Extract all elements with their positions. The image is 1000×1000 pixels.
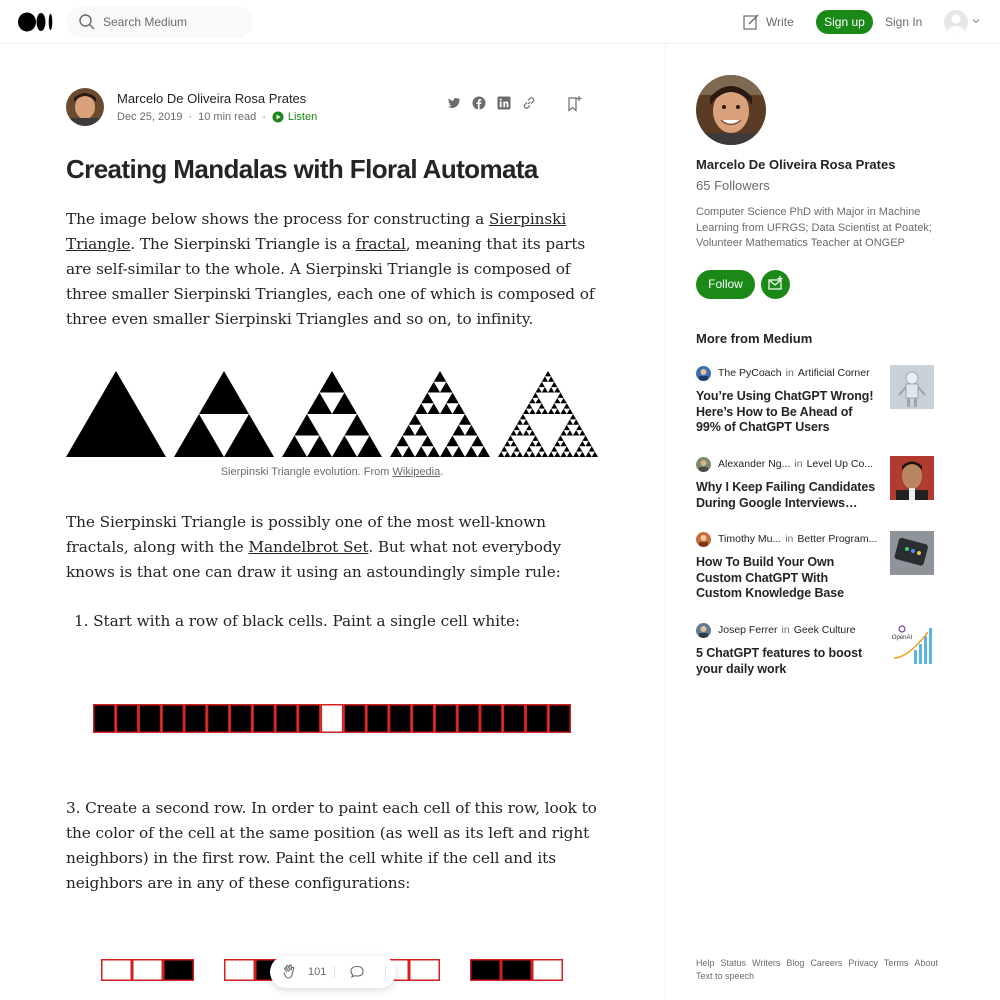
footer-link-writers[interactable]: Writers xyxy=(752,958,781,968)
sidebar-author-name[interactable]: Marcelo De Oliveira Rosa Prates xyxy=(696,157,896,172)
cell-black xyxy=(162,705,183,733)
sierpinski-triangle xyxy=(567,452,573,457)
clap-separator xyxy=(334,966,335,978)
config-cell-white xyxy=(225,960,255,981)
sierpinski-triangle xyxy=(545,371,551,376)
rec-meta xyxy=(696,456,873,472)
user-avatar[interactable] xyxy=(944,10,968,34)
config-cell-black xyxy=(164,960,194,981)
play-icon xyxy=(272,111,284,123)
cell-black xyxy=(344,705,365,733)
sierpinski-triangle xyxy=(523,430,529,435)
sierpinski-triangle xyxy=(529,452,535,457)
sierpinski-triangle xyxy=(561,441,567,446)
cell-black xyxy=(185,705,206,733)
sierpinski-triangle xyxy=(446,436,459,447)
sierpinski-triangle xyxy=(511,452,517,457)
cell-black xyxy=(549,705,570,733)
signup-button[interactable]: Sign up xyxy=(816,10,873,34)
cell-black xyxy=(299,705,320,733)
sierpinski-triangle xyxy=(554,398,560,403)
sierpinski-triangle xyxy=(551,382,557,387)
rec-author-avatar[interactable] xyxy=(696,366,711,381)
footer-link-text-to-speech[interactable]: Text to speech xyxy=(696,970,755,981)
sierpinski-triangle xyxy=(523,419,529,424)
clap-count: 101 xyxy=(308,966,327,978)
sierpinski-triangle xyxy=(536,452,542,457)
cell-black xyxy=(230,705,251,733)
sierpinski-triangle xyxy=(174,414,224,457)
sierpinski-triangle xyxy=(532,393,538,398)
rec-thumbnail[interactable] xyxy=(890,456,934,500)
sierpinski-triangle xyxy=(542,387,548,392)
more-from-medium-heading: More from Medium xyxy=(696,331,813,346)
sierpinski-triangle xyxy=(536,409,542,414)
sierpinski-triangle xyxy=(573,452,579,457)
facebook-icon[interactable] xyxy=(472,96,486,110)
meta-separator: · xyxy=(262,111,266,123)
read-time: 10 min read xyxy=(198,111,257,123)
cell-white xyxy=(321,705,342,733)
cell-black xyxy=(526,705,547,733)
sierpinski-triangle xyxy=(415,446,428,457)
rec-author[interactable]: Josep Ferrer xyxy=(718,624,778,636)
sierpinski-triangle xyxy=(561,409,567,414)
caption-text: . xyxy=(440,466,444,478)
sierpinski-triangle xyxy=(539,446,545,451)
sierpinski-triangle xyxy=(498,452,504,457)
recommended-article[interactable] xyxy=(696,456,934,516)
fractal-link[interactable]: fractal xyxy=(355,235,406,253)
rec-meta xyxy=(696,365,870,381)
config-cell-white xyxy=(410,960,440,981)
sierpinski-triangle xyxy=(307,393,332,415)
rec-author-avatar[interactable] xyxy=(696,623,711,638)
paragraph-intro xyxy=(66,207,606,332)
caption-text: Sierpinski Triangle evolution. From xyxy=(220,466,393,478)
paragraph-text: . But what not everybody knows is that one can draw it using an astoundingly simple rule: xyxy=(66,538,562,581)
sierpinski-triangle xyxy=(224,414,274,457)
config-cell-white xyxy=(133,960,163,981)
sierpinski-triangle xyxy=(409,414,422,425)
footer-link-blog[interactable]: Blog xyxy=(786,958,805,968)
sierpinski-triangle xyxy=(582,436,588,441)
sierpinski-triangle xyxy=(66,371,166,457)
sierpinski-triangle xyxy=(390,446,403,457)
sierpinski-triangle xyxy=(511,430,517,435)
sierpinski-triangle xyxy=(529,441,535,446)
sierpinski-triangle xyxy=(542,376,548,381)
sierpinski-triangle xyxy=(332,436,357,458)
sierpinski-triangle xyxy=(415,403,428,414)
paragraph-rule xyxy=(66,510,606,585)
mandelbrot-link[interactable]: Mandelbrot Set xyxy=(248,538,369,556)
sierpinski-triangle xyxy=(551,446,557,451)
sierpinski-triangle xyxy=(511,441,517,446)
sierpinski-triangle xyxy=(573,419,579,424)
sierpinski-triangle xyxy=(542,409,548,414)
config-cell-white xyxy=(533,960,563,981)
initial-cell-row xyxy=(93,704,571,733)
sierpinski-triangle xyxy=(586,452,592,457)
article-meta xyxy=(117,111,317,123)
step-1: 1. Start with a row of black cells. Paint a single cell white: xyxy=(74,612,520,630)
publish-date: Dec 25, 2019 xyxy=(117,111,183,123)
twitter-icon[interactable] xyxy=(447,96,461,110)
user-silhouette-icon xyxy=(944,10,968,34)
cell-black xyxy=(481,705,502,733)
sierpinski-triangle xyxy=(428,446,441,457)
sierpinski-triangle xyxy=(539,382,545,387)
copy-link-icon[interactable] xyxy=(522,96,536,110)
rec-title[interactable]: 5 ChatGPT features to boost your daily work xyxy=(696,646,863,676)
sierpinski-triangle xyxy=(478,446,491,457)
article-title: Creating Mandalas with Floral Automata xyxy=(66,154,538,184)
sierpinski-triangle xyxy=(529,430,535,435)
sierpinski-triangle xyxy=(579,441,585,446)
config-cell-black xyxy=(502,960,532,981)
author-photo xyxy=(66,88,104,126)
sierpinski-triangle xyxy=(532,436,538,441)
sierpinski-triangle xyxy=(579,452,585,457)
sierpinski-triangle xyxy=(357,436,382,458)
config-cell-white xyxy=(102,960,132,981)
footer-link-terms[interactable]: Terms xyxy=(883,958,909,968)
sierpinski-triangle xyxy=(332,393,357,415)
sierpinski-triangle xyxy=(564,446,570,451)
sierpinski-triangle xyxy=(557,436,563,441)
sierpinski-triangle xyxy=(592,452,598,457)
clap-bar xyxy=(270,956,396,988)
sidebar-author-avatar[interactable] xyxy=(696,75,766,145)
sierpinski-triangle xyxy=(554,387,560,392)
cell-black xyxy=(435,705,456,733)
mail-plus-icon xyxy=(761,270,790,299)
signin-link[interactable]: Sign In xyxy=(885,15,923,29)
sierpinski-triangle xyxy=(589,446,595,451)
rec-publication[interactable]: Better Program... xyxy=(797,533,878,545)
sierpinski-triangle xyxy=(570,414,576,419)
sierpinski-triangle xyxy=(403,446,416,457)
rec-thumbnail[interactable] xyxy=(890,531,934,575)
sierpinski-triangle xyxy=(428,382,441,393)
sierpinski-triangle xyxy=(539,403,545,408)
sierpinski-triangle xyxy=(504,452,510,457)
paragraph-text: , meaning that its parts are self-similar to the whole. A Sierpinski Triangle is composed of three smaller Sierpinski Triangles, each one of which is composed of three even smaller Sierpinski Triangles and so on, to infinity. xyxy=(66,235,595,328)
sierpinski-triangle xyxy=(345,414,370,436)
sierpinski-triangle xyxy=(548,452,554,457)
sierpinski-triangle xyxy=(557,393,563,398)
sierpinski-triangle xyxy=(529,398,535,403)
author-row xyxy=(66,88,586,128)
share-icons xyxy=(447,96,536,110)
sierpinski-triangle xyxy=(459,414,472,425)
sierpinski-triangle xyxy=(465,446,478,457)
sierpinski-triangle xyxy=(567,419,573,424)
config-pattern xyxy=(101,959,194,981)
sierpinski-triangle xyxy=(434,371,447,382)
sidebar-divider xyxy=(665,44,666,1000)
recommended-article[interactable] xyxy=(696,622,934,682)
wikipedia-link[interactable]: Wikipedia xyxy=(392,466,441,478)
step-3: 3. Create a second row. In order to paint each cell of this row, look to the color of the cell at the same position (as well as its left and right neighbors) in the first row. Paint the cell white if the cell and its neighbors are in any of these configurations: xyxy=(66,799,597,892)
sierpinski-triangle xyxy=(529,409,535,414)
sierpinski-triangle xyxy=(517,452,523,457)
sierpinski-triangle xyxy=(440,403,453,414)
cell-black xyxy=(276,705,297,733)
sierpinski-triangle xyxy=(523,409,529,414)
cell-black xyxy=(458,705,479,733)
paragraph-text: . The Sierpinski Triangle is a xyxy=(130,235,356,253)
sierpinski-triangle xyxy=(446,393,459,404)
sierpinski-triangle xyxy=(320,371,345,393)
bookmark-icon[interactable] xyxy=(566,95,582,113)
cell-black xyxy=(503,705,524,733)
rec-in-label: in xyxy=(781,624,790,636)
author-bio: Computer Science PhD with Major in Machine Learning from UFRGS; Data Scientist at Poatek; Volunteer Mathematics Teacher at ONGEP xyxy=(696,206,932,249)
sierpinski-triangle xyxy=(453,403,466,414)
rec-thumbnail[interactable] xyxy=(890,365,934,409)
recommended-article[interactable] xyxy=(696,531,934,611)
sierpinski-triangle xyxy=(282,436,307,458)
sierpinski-triangle xyxy=(579,430,585,435)
sierpinski-triangle xyxy=(428,403,441,414)
sierpinski-triangle xyxy=(536,441,542,446)
config-pattern xyxy=(470,959,563,981)
sierpinski-triangle xyxy=(536,387,542,392)
sierpinski-triangle xyxy=(471,436,484,447)
sierpinski-triangle xyxy=(465,425,478,436)
figure-caption xyxy=(66,466,598,478)
rec-author-avatar[interactable] xyxy=(696,532,711,547)
sierpinski-triangle xyxy=(520,414,526,419)
sierpinski-triangle xyxy=(504,441,510,446)
sierpinski-triangle xyxy=(453,446,466,457)
sierpinski-triangle xyxy=(554,452,560,457)
sidebar-footer xyxy=(696,957,936,982)
sierpinski-triangle xyxy=(561,430,567,435)
rec-title[interactable]: Why I Keep Failing Candidates During Google Interviews… xyxy=(696,480,876,510)
author-avatar[interactable] xyxy=(66,88,104,126)
rec-in-label: in xyxy=(794,458,803,470)
rec-meta xyxy=(696,622,856,638)
sierpinski-figure xyxy=(66,370,598,458)
rec-title[interactable]: How To Build Your Own Custom ChatGPT With Custom Knowledge Base xyxy=(696,555,844,601)
rec-publication[interactable]: Level Up Co... xyxy=(806,458,874,470)
sierpinski-triangle xyxy=(295,414,320,436)
sidebar-author-photo xyxy=(696,75,766,145)
rec-author[interactable]: The PyCoach xyxy=(718,367,782,379)
linkedin-icon[interactable] xyxy=(497,96,511,110)
sierpinski-triangle xyxy=(501,446,507,451)
sierpinski-triangle xyxy=(507,436,513,441)
sierpinski-triangle xyxy=(586,441,592,446)
cell-black xyxy=(412,705,433,733)
sierpinski-triangle xyxy=(415,425,428,436)
sierpinski-triangle xyxy=(548,409,554,414)
cell-black xyxy=(253,705,274,733)
listen-button[interactable] xyxy=(272,111,317,123)
rec-author-avatar[interactable] xyxy=(696,457,711,472)
clap-separator xyxy=(385,966,386,978)
clap-icon[interactable] xyxy=(282,963,300,981)
chevron-down-icon[interactable] xyxy=(972,17,980,25)
footer-link-status[interactable]: Status xyxy=(720,958,747,968)
rec-title[interactable]: You’re Using ChatGPT Wrong! Here’s How to Be Ahead of 99% of ChatGPT Users xyxy=(696,389,874,435)
sierpinski-triangle xyxy=(536,398,542,403)
openai-text: OpenAI xyxy=(891,635,913,641)
sierpinski-triangle xyxy=(576,425,582,430)
sierpinski-triangle xyxy=(396,436,409,447)
sierpinski-triangle xyxy=(554,409,560,414)
sierpinski-triangle xyxy=(526,403,532,408)
write-button[interactable] xyxy=(742,12,794,32)
sierpinski-triangle xyxy=(564,425,570,430)
cell-black xyxy=(94,705,115,733)
meta-separator: · xyxy=(188,111,193,123)
rec-author[interactable]: Alexander Ng... xyxy=(718,458,791,470)
rec-in-label: in xyxy=(785,533,794,545)
rec-thumbnail[interactable] xyxy=(890,622,934,666)
paragraph-text: The image below shows the process for constructing a xyxy=(66,210,489,228)
search-icon xyxy=(78,13,96,31)
sierpinski-triangle xyxy=(523,452,529,457)
sierpinski-triangle xyxy=(551,403,557,408)
sierpinski-triangle xyxy=(576,446,582,451)
paragraph-text: The Sierpinski Triangle is possibly one of the most well-known fractals, along with the xyxy=(66,513,546,556)
top-navbar xyxy=(0,0,1000,44)
write-icon xyxy=(742,13,760,31)
write-label: Write xyxy=(766,15,794,29)
sierpinski-triangle xyxy=(199,371,249,414)
sierpinski-triangle xyxy=(403,425,416,436)
cell-black xyxy=(390,705,411,733)
follow-button[interactable]: Follow xyxy=(696,270,755,299)
sierpinski-link[interactable]: Sierpinski Triangle xyxy=(66,210,567,253)
cell-black xyxy=(117,705,138,733)
rec-meta xyxy=(696,531,877,547)
sierpinski-triangle xyxy=(514,446,520,451)
sierpinski-triangle xyxy=(307,436,332,458)
cell-black xyxy=(367,705,388,733)
cell-black xyxy=(139,705,160,733)
follower-count[interactable]: 65 Followers xyxy=(696,178,770,193)
sierpinski-triangle xyxy=(548,376,554,381)
rec-in-label: in xyxy=(785,367,794,379)
search-placeholder: Search Medium xyxy=(103,15,188,29)
rec-publication[interactable]: Geek Culture xyxy=(793,624,856,636)
sierpinski-triangle xyxy=(554,441,560,446)
footer-link-privacy[interactable]: Privacy xyxy=(848,958,878,968)
sierpinski-triangle xyxy=(542,452,548,457)
medium-logo-icon[interactable] xyxy=(18,12,54,32)
footer-link-careers[interactable]: Careers xyxy=(810,958,843,968)
sierpinski-triangle xyxy=(526,446,532,451)
sierpinski-triangle xyxy=(453,425,466,436)
sierpinski-triangle xyxy=(567,409,573,414)
sierpinski-triangle xyxy=(526,425,532,430)
sierpinski-triangle xyxy=(421,393,434,404)
sierpinski-triangle xyxy=(573,430,579,435)
sierpinski-triangle xyxy=(517,430,523,435)
subscribe-button[interactable] xyxy=(761,270,790,299)
author-name[interactable]: Marcelo De Oliveira Rosa Prates xyxy=(117,91,307,106)
listen-label: Listen xyxy=(287,111,318,123)
sierpinski-triangle xyxy=(561,452,567,457)
cell-black xyxy=(208,705,229,733)
sierpinski-triangle xyxy=(517,419,523,424)
rec-publication[interactable]: Artificial Corner xyxy=(797,367,870,379)
sierpinski-triangle xyxy=(567,430,573,435)
recommended-article[interactable] xyxy=(696,365,934,445)
config-cell-black xyxy=(471,960,501,981)
rec-author[interactable]: Timothy Mu... xyxy=(718,533,782,545)
sierpinski-triangle xyxy=(561,398,567,403)
sierpinski-triangle xyxy=(514,425,520,430)
sierpinski-triangle xyxy=(421,436,434,447)
search-input[interactable] xyxy=(66,6,253,38)
sierpinski-triangle xyxy=(440,446,453,457)
footer-link-about[interactable]: About xyxy=(914,958,938,968)
sierpinski-triangle xyxy=(564,403,570,408)
footer-link-help[interactable]: Help xyxy=(696,958,715,968)
sierpinski-triangle xyxy=(440,382,453,393)
sierpinski-triangle xyxy=(548,387,554,392)
comment-icon[interactable] xyxy=(349,964,365,980)
